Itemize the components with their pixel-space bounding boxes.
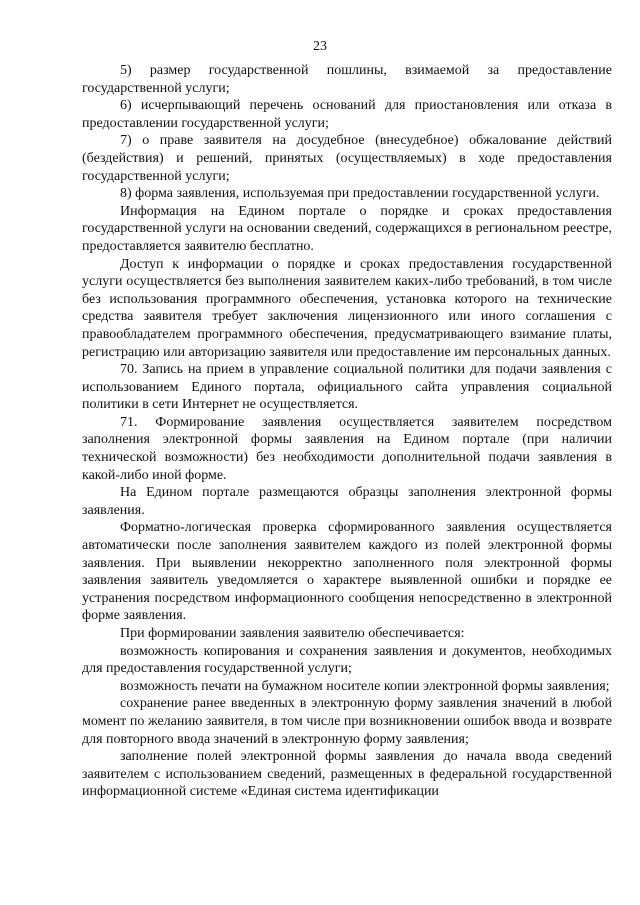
paragraph: Информация на Едином портале о порядке и сроках предоставления государственной услуги на основании сведений, содержащихся в региональном реестре, предоставляется заявителю бесплатно. <box>82 203 612 254</box>
paragraph: 70. Запись на прием в управление социальной политики для подачи заявления с использованием Единого портала, официального сайта управления социальной политики в сети Интернет не осуществляется. <box>82 362 612 413</box>
paragraph: 5) размер государственной пошлины, взимаемой за предоставление государственной услуги; <box>82 63 612 96</box>
paragraph: 7) о праве заявителя на досудебное (внесудебное) обжалование действий (бездействия) и решений, принятых (осуществляемых) в ходе предоставления государственной услуги; <box>82 133 612 184</box>
document-body <box>82 62 612 801</box>
paragraph: Доступ к информации о порядке и сроках предоставления государственной услуги осуществляется без выполнения заявителем каких-либо требований, в том числе без использования программного обеспечения, установка которого на технические средства заявителя требует заключения лицензионного или иного соглашения с правообладателем программного обеспечения, предусматривающего взимание платы, регистрацию или авторизацию заявителя или предоставление им персональных данных. <box>82 256 612 360</box>
paragraph: Форматно-логическая проверка сформированного заявления осуществляется автоматически после заполнения заявителем каждого из полей электронной формы заявления. При выявлении некорректно заполненного поля электронной формы заявления заявитель уведомляется о характере выявленной ошибки и порядке ее устранения посредством информационного сообщения непосредственно в электронной форме заявления. <box>82 520 612 624</box>
paragraph: 8) форма заявления, используемая при предоставлении государственной услуги. <box>120 186 600 202</box>
paragraph: возможность печати на бумажном носителе копии электронной формы заявления; <box>120 678 610 694</box>
paragraph: сохранение ранее введенных в электронную форму заявления значений в любой момент по желанию заявителя, в том числе при возникновении ошибок ввода и возврате для повторного ввода значений в электронную форму заявления; <box>82 696 612 747</box>
page-number: 23 <box>313 39 327 54</box>
paragraph: возможность копирования и сохранения заявления и документов, необходимых для предоставления государственной услуги; <box>82 643 612 677</box>
paragraph: При формировании заявления заявителю обеспечивается: <box>120 626 465 641</box>
paragraph: На Едином портале размещаются образцы заполнения электронной формы заявления. <box>82 485 612 518</box>
paragraph: 6) исчерпывающий перечень оснований для приостановления или отказа в предоставлении государственной услуги; <box>82 98 612 131</box>
paragraph: заполнение полей электронной формы заявления до начала ввода сведений заявителем с использованием сведений, размещенных в федеральной государственной информационной системе «Единая система идентификации <box>82 749 612 800</box>
paragraph: 71. Формирование заявления осуществляется заявителем посредством заполнения электронной формы заявления на Едином портале (при наличии технической возможности) без необходимости дополнительной подачи заявления в какой-либо иной форме. <box>82 414 612 483</box>
